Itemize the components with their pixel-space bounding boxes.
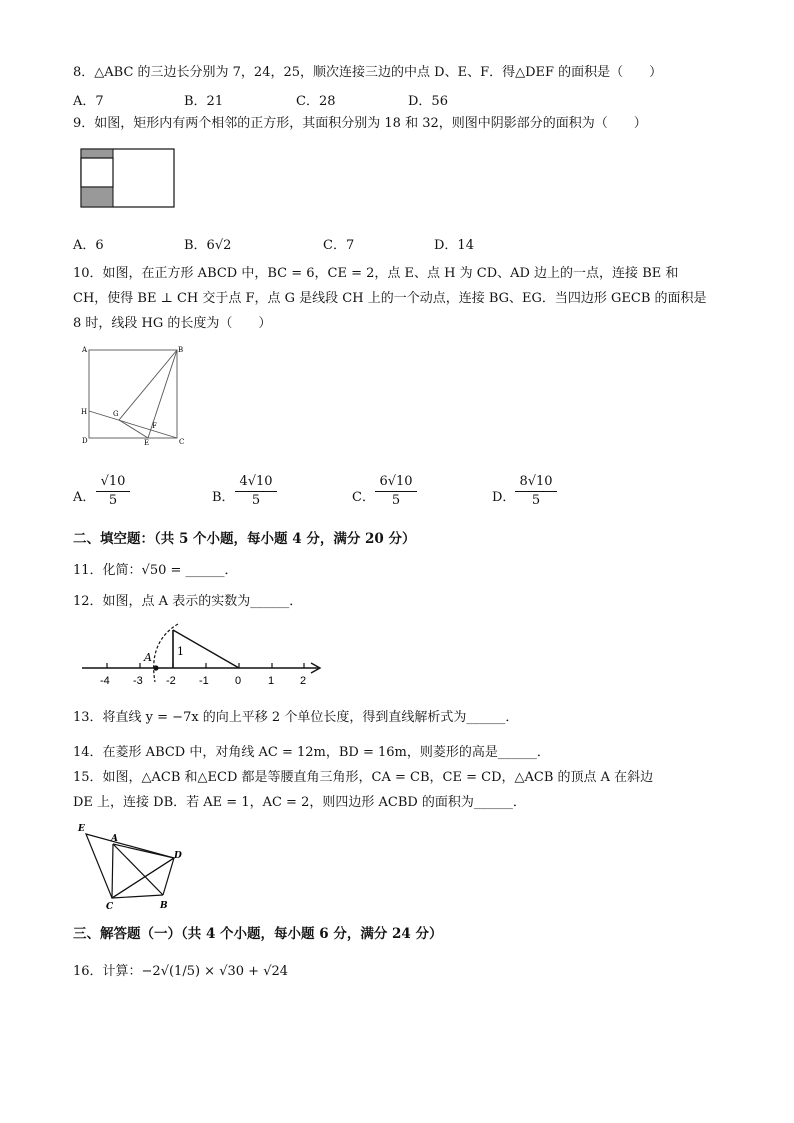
q15-segment-ac [112, 844, 113, 898]
q10-option-c-fraction [375, 474, 417, 509]
q9-shaded-bottom [81, 187, 113, 207]
q9-shaded-top [81, 149, 113, 158]
q10-option-c-numerator: 6√10 [379, 474, 413, 489]
q11-stem: 11．化简：√50 = ______． [73, 563, 238, 578]
q10-option-c-denominator: 5 [391, 493, 401, 508]
q8-option-b: B．21 [184, 94, 224, 109]
q10-label-b: B [178, 346, 184, 354]
q15-figure [76, 822, 186, 910]
q10-segment-eg [119, 420, 148, 438]
q10-option-b-fraction [235, 474, 277, 509]
q14-stem: 14．在菱形 ABCD 中，对角线 AC = 12m，BD = 16m，则菱形的高是______． [73, 745, 550, 760]
q12-stem: 12．如图，点 A 表示的实数为______． [73, 594, 303, 609]
q15-label-c: C [106, 902, 114, 912]
q15-segment-ad [113, 844, 174, 858]
q12-point-a-label: A [144, 651, 152, 664]
q12-number-line-figure [82, 622, 327, 688]
q12-tick-label: 1 [268, 675, 275, 687]
q10-label-c: C [179, 438, 185, 446]
q8-option-c: C．28 [296, 94, 336, 109]
q12-height-label: 1 [177, 645, 184, 658]
q10-option-d-letter: D． [492, 490, 516, 505]
q15-label-a: A [111, 834, 118, 844]
q12-dashed-arc [154, 624, 178, 682]
q10-label-e: E [144, 439, 150, 447]
q10-stem-line3: 8 时，线段 HG 的长度为（ ） [73, 316, 272, 331]
q8-option-a: A．7 [73, 94, 104, 109]
q10-label-h: H [81, 408, 88, 416]
q12-tick-label: -4 [100, 675, 110, 687]
q15-segment-cb [112, 895, 163, 898]
q9-option-a: A．6 [73, 238, 104, 253]
q13-stem: 13．将直线 y = −7x 的向上平移 2 个单位长度，得到直线解析式为______． [73, 710, 519, 725]
q9-square-small [81, 158, 113, 187]
q9-option-b: B．6√2 [184, 238, 232, 253]
section2-heading: 二、填空题：（共 5 个小题，每小题 4 分，满分 20 分） [73, 531, 416, 547]
q8-stem: 8．△ABC 的三边长分别为 7，24，25，顺次连接三边的中点 D、E、F．得△DEF 的面积是（ ） [73, 65, 663, 80]
q10-stem-line2: CH，使得 BE ⊥ CH 交于点 F，点 G 是线段 CH 上的一个动点，连接 BG、EG．当四边形 GECB 的面积是 [73, 291, 707, 306]
q12-ticks [107, 663, 304, 668]
q10-option-b-numerator: 4√10 [239, 474, 273, 489]
q10-label-a: A [82, 346, 88, 354]
q9-stem: 9．如图，矩形内有两个相邻的正方形，其面积分别为 18 和 32，则图中阴影部分的面积为（ ） [73, 116, 647, 131]
q10-stem-line1: 10．如图，在正方形 ABCD 中，BC = 6，CE = 2，点 E、点 H 为 CD、AD 边上的一点，连接 BE 和 [73, 266, 679, 281]
q10-segment-ch [89, 411, 177, 438]
q10-option-c-letter: C． [352, 490, 375, 505]
q10-figure [78, 344, 188, 448]
section3-heading: 三、解答题（一）（共 4 个小题，每小题 6 分，满分 24 分） [73, 926, 443, 942]
q15-label-e: E [78, 824, 85, 834]
q12-tick-label: 0 [235, 675, 242, 687]
q10-option-a-numerator: √10 [100, 474, 126, 489]
q10-option-d-fraction [515, 474, 557, 509]
q10-label-g: G [113, 410, 119, 418]
q15-stem-line2: DE 上，连接 DB．若 AE = 1，AC = 2，则四边形 ACBD 的面积为______． [73, 795, 526, 810]
q15-label-b: B [160, 901, 168, 911]
q10-option-d-denominator: 5 [531, 493, 541, 508]
q10-label-f: F [152, 422, 157, 430]
q12-tick-label: -1 [199, 675, 209, 687]
q10-option-b-letter: B． [212, 490, 235, 505]
q12-point-a [153, 665, 158, 670]
fraction-bar [96, 491, 130, 492]
q10-option-d-numerator: 8√10 [519, 474, 553, 489]
q16-stem: 16．计算：−2√(1/5) × √30 + √24 [73, 964, 289, 979]
q12-tick-label: -3 [133, 675, 143, 687]
fraction-bar [375, 491, 417, 492]
q8-option-d: D．56 [408, 94, 448, 109]
q15-stem-line1: 15．如图，△ACB 和△ECD 都是等腰直角三角形，CA = CB，CE = CD，△ACB 的顶点 A 在斜边 [73, 770, 654, 785]
q9-option-d: D．14 [434, 238, 474, 253]
q12-tick-label: -2 [166, 675, 176, 687]
q10-option-b-denominator: 5 [251, 493, 261, 508]
q9-figure [80, 148, 176, 210]
q10-option-a-denominator: 5 [108, 493, 118, 508]
q15-segment-cd [112, 858, 174, 898]
q10-option-a-fraction [96, 474, 130, 509]
q10-option-a-letter: A． [73, 490, 96, 505]
q9-option-c: C．7 [323, 238, 355, 253]
fraction-bar [515, 491, 557, 492]
q10-label-d: D [82, 437, 88, 445]
q10-segment-bg [119, 350, 177, 420]
q12-tick-label: 2 [300, 675, 307, 687]
q15-label-d: D [174, 851, 182, 861]
fraction-bar [235, 491, 277, 492]
